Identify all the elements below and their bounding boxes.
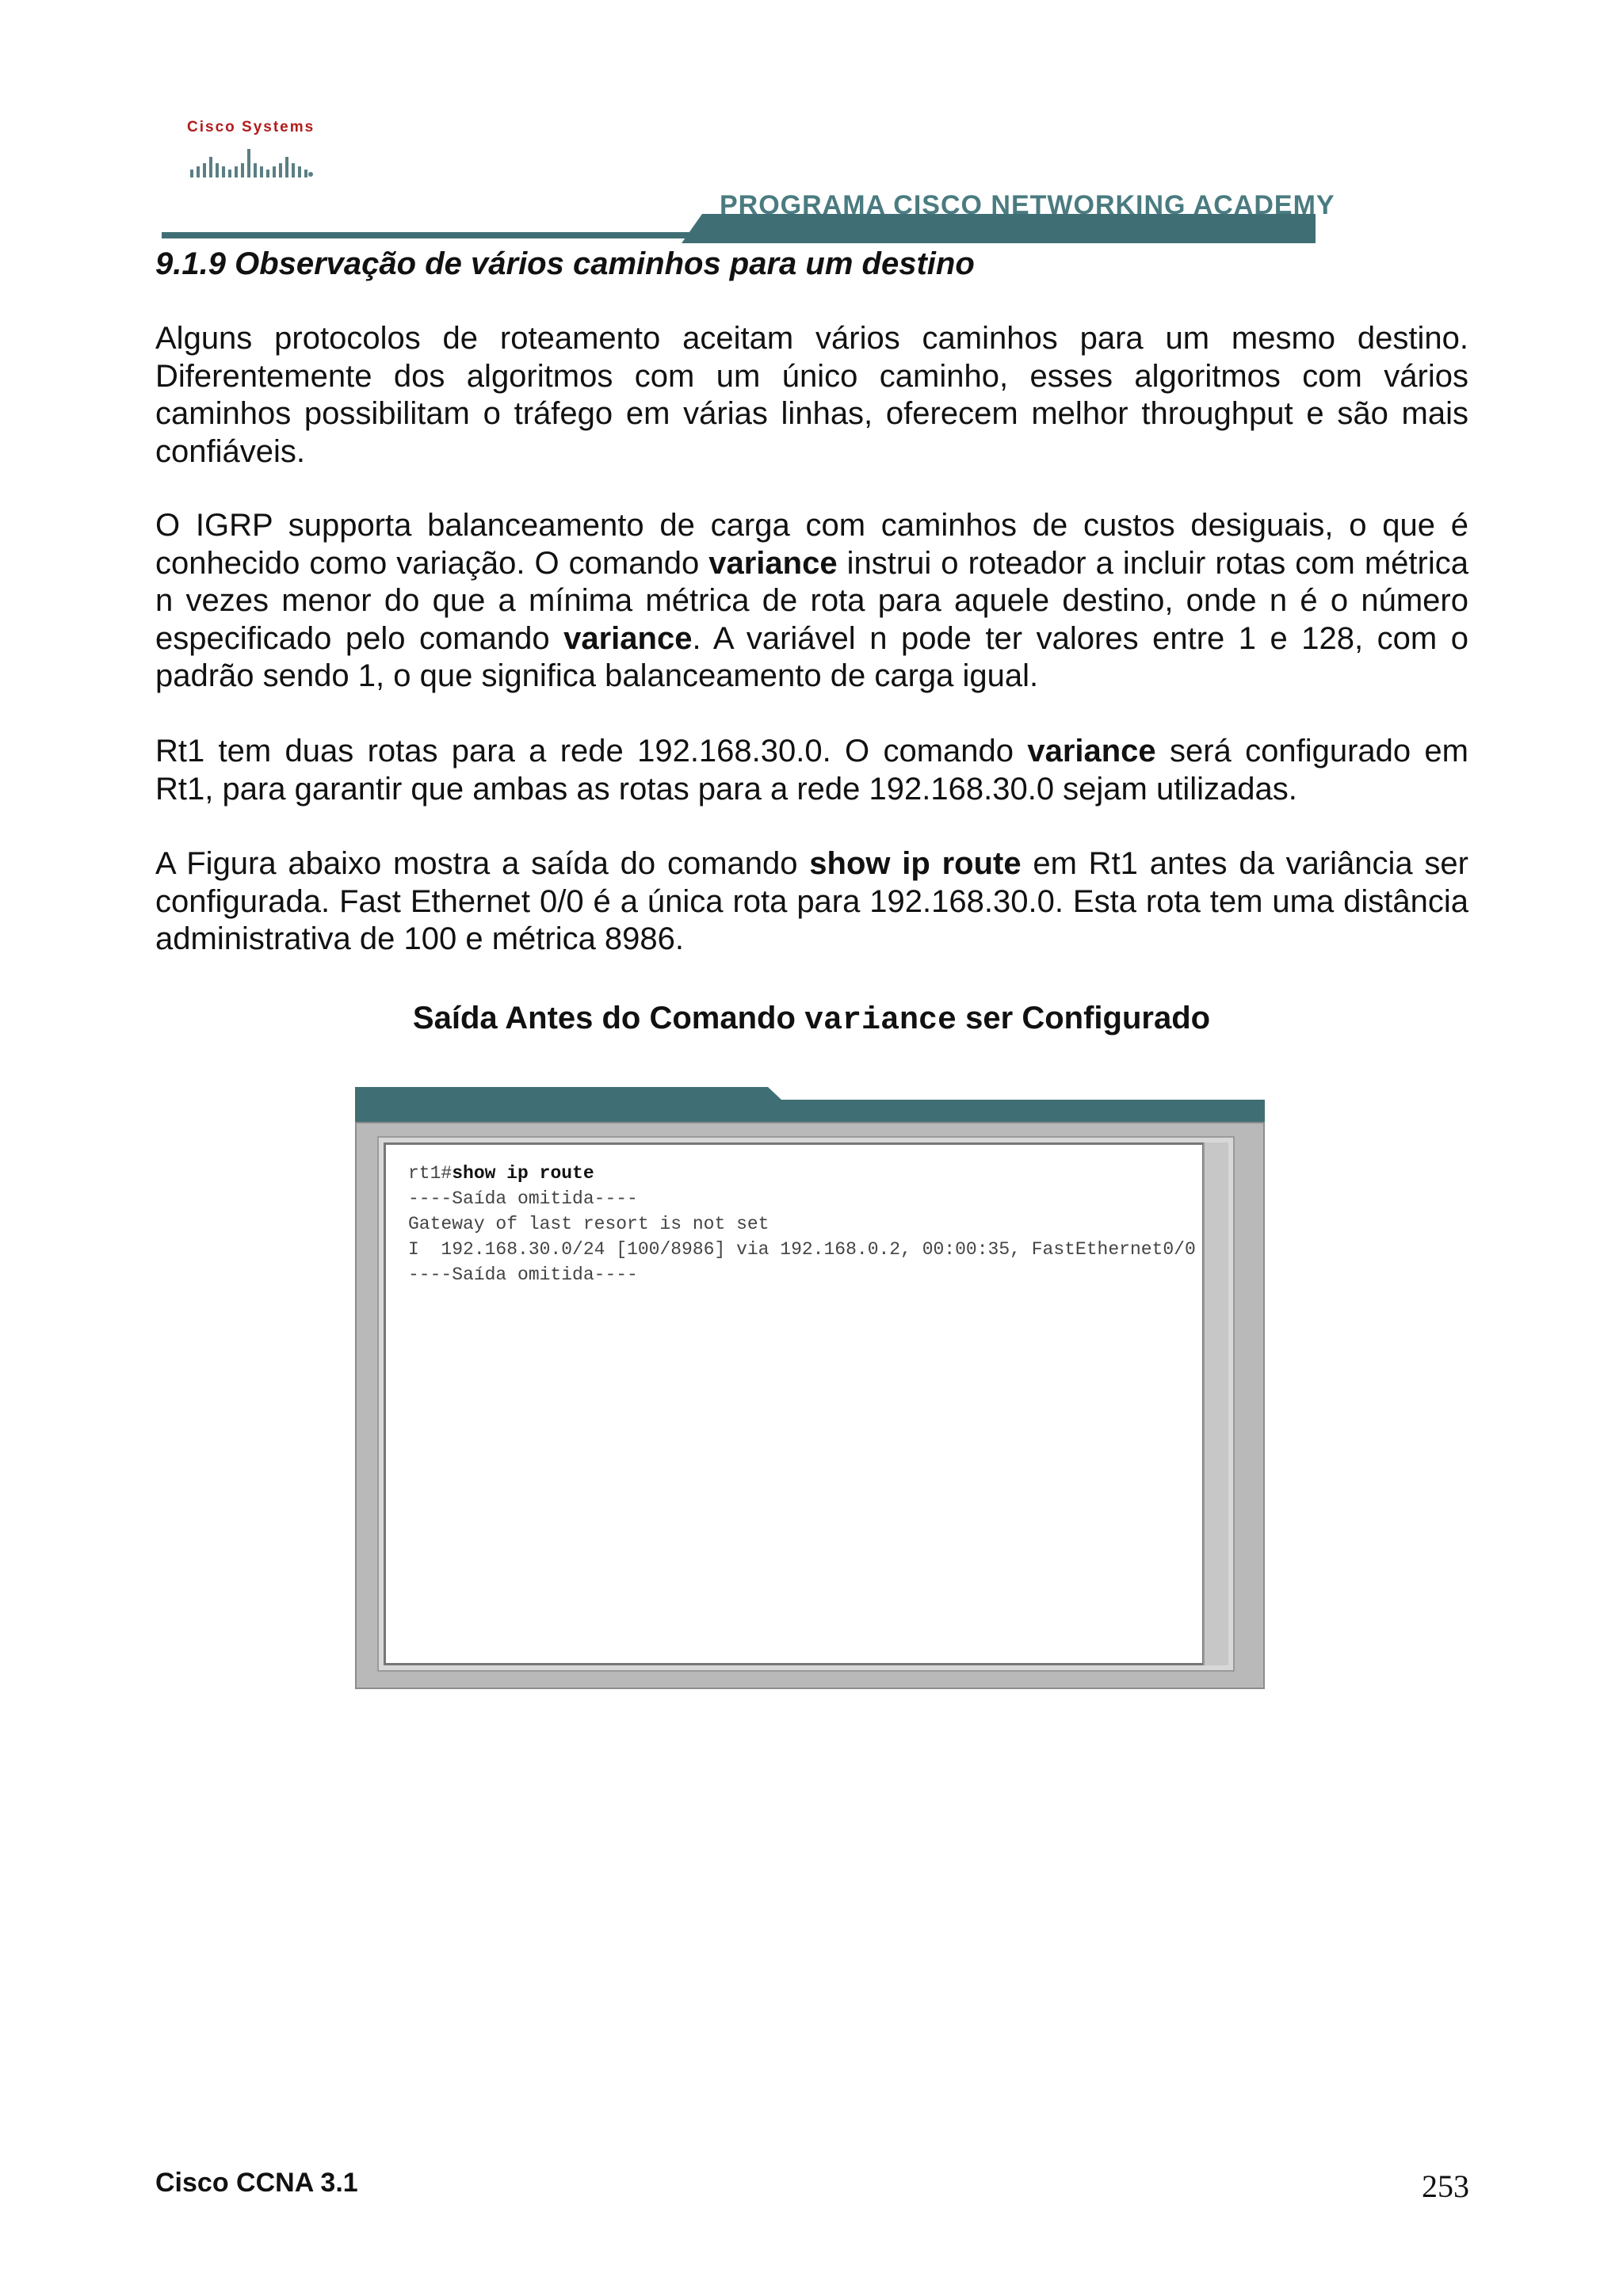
page-number: 253 <box>1422 2168 1469 2204</box>
command-keyword: variance <box>1027 734 1156 769</box>
command-keyword: variance <box>563 620 693 656</box>
text: será configurado em Rt1, para garantir que ambas as rotas para a rede 192.168.30.0 sejam utilizadas. <box>155 734 1469 807</box>
paragraph-rt1-routes <box>155 733 1468 808</box>
caption-text: ser Configurado <box>957 1001 1211 1035</box>
banner-title: PROGRAMA CISCO NETWORKING ACADEMY <box>720 190 1335 220</box>
text: instrui o roteador a incluir rotas com métrica n vezes menor do que a mínima métrica de rota para aquele destino, onde n é o número especificado pelo comando <box>155 545 1468 656</box>
command-keyword: show ip route <box>809 846 1022 881</box>
terminal-line: I 192.168.30.0/24 [100/8986] via 192.168.0.2, 00:00:35, FastEthernet0/0 <box>408 1239 1196 1260</box>
caption-command: variance <box>804 1003 957 1039</box>
terminal-title-tab <box>355 1087 1265 1127</box>
terminal-prompt: rt1# <box>408 1163 453 1184</box>
terminal-screen <box>384 1142 1205 1665</box>
footer-course: Cisco CCNA 3.1 <box>155 2168 358 2198</box>
terminal-output <box>408 1161 1196 1287</box>
terminal-window <box>355 1122 1265 1689</box>
text: . A variável n pode ter valores entre 1 e 128, com o padrão sendo 1, o que significa balanceamento de carga igual. <box>155 620 1468 693</box>
terminal-scrollbar <box>1203 1142 1228 1665</box>
terminal-figure <box>355 1087 1265 1689</box>
terminal-line: ----Saída omitida---- <box>408 1264 638 1285</box>
paragraph-igrp-variance <box>155 507 1468 696</box>
section-title: 9.1.9 Observação de vários caminhos para um destino <box>155 246 975 281</box>
banner-line <box>162 232 1314 238</box>
paragraph-multipath: Alguns protocolos de roteamento aceitam vários caminhos para um mesmo destino. Diferentemente dos algoritmos com um único caminho, esses algoritmos com vários caminhos possibilitam o tráfego em várias linhas, oferecem melhor throughput e são mais confiáveis. <box>155 321 1468 469</box>
terminal-bezel <box>377 1136 1235 1672</box>
paragraph-figure-intro <box>155 845 1468 959</box>
terminal-command: show ip route <box>452 1163 594 1184</box>
text: em Rt1 antes da variância ser configurada. Fast Ethernet 0/0 é a única rota para 192.168.30.0. Esta rota tem uma distância administrativa de 100 e métrica 8986. <box>155 846 1468 956</box>
terminal-line: ----Saída omitida---- <box>408 1188 638 1209</box>
text: A Figura abaixo mostra a saída do comando <box>155 846 810 881</box>
terminal-line: Gateway of last resort is not set <box>408 1214 769 1234</box>
text: O IGRP supporta balanceamento de carga com caminhos de custos desiguais, o que é conhecido como variação. O comando <box>155 508 1468 581</box>
figure-caption <box>0 998 1623 1041</box>
logo-text: Cisco Systems <box>187 119 315 135</box>
cisco-logo <box>187 119 322 190</box>
command-keyword: variance <box>708 545 838 581</box>
caption-text: Saída Antes do Comando <box>412 1001 805 1035</box>
text: Rt1 tem duas rotas para a rede 192.168.30.0. O comando <box>155 734 1028 769</box>
cisco-bridge-logo-icon <box>187 143 314 179</box>
